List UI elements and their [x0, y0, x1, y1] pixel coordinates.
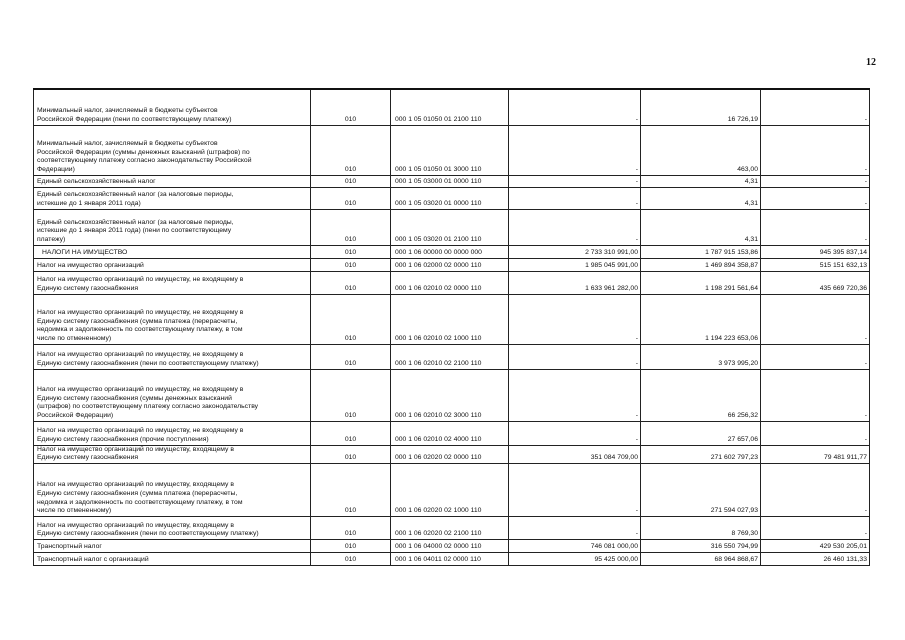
row-plan: 95 425 000,00	[509, 552, 641, 565]
row-executed: 68 964 868,67	[641, 552, 761, 565]
row-name	[34, 421, 311, 445]
row-name	[34, 463, 311, 516]
row-name-line: Налог на имущество организаций по имуществу, входящему в	[37, 481, 234, 489]
row-name-line: Налог на имущество организаций по имуществу, не входящему в	[37, 427, 244, 435]
row-plan: -	[509, 175, 641, 187]
row-code: 010	[311, 258, 391, 271]
row-kbk: 000 1 05 01050 01 3000 110	[391, 125, 509, 175]
row-name-line: (штрафов) по соответствующему платежу согласно законодательству	[37, 403, 259, 411]
table-row	[34, 258, 870, 271]
row-plan: 1 633 961 282,00	[509, 271, 641, 294]
row-name	[34, 539, 311, 552]
row-kbk: 000 1 05 03020 01 0000 110	[391, 187, 509, 209]
row-plan: -	[509, 125, 641, 175]
row-name-line: Единую систему газоснабжения	[37, 284, 139, 292]
row-name	[34, 445, 311, 463]
row-unexecuted: 435 669 720,36	[761, 271, 870, 294]
row-name	[34, 245, 311, 258]
row-kbk: 000 1 06 02010 02 1000 110	[391, 294, 509, 344]
row-executed: 3 973 995,20	[641, 344, 761, 369]
row-plan: 351 084 709,00	[509, 445, 641, 463]
row-code: 010	[311, 516, 391, 539]
row-executed: 4,31	[641, 209, 761, 245]
row-kbk: 000 1 06 02000 02 0000 110	[391, 258, 509, 271]
row-unexecuted: 945 395 837,14	[761, 245, 870, 258]
row-plan: 746 081 000,00	[509, 539, 641, 552]
row-unexecuted: -	[761, 187, 870, 209]
row-kbk: 000 1 05 03020 01 2100 110	[391, 209, 509, 245]
row-name-line: Единую систему газоснабжения (суммы денежных взысканий	[37, 394, 232, 402]
row-code: 010	[311, 552, 391, 565]
row-executed: 463,00	[641, 125, 761, 175]
row-name-line: Налог на имущество организаций по имуществу, входящему в	[37, 521, 234, 529]
row-name	[34, 369, 311, 421]
table-row	[34, 445, 870, 463]
row-plan: 2 733 310 991,00	[509, 245, 641, 258]
table-row	[34, 294, 870, 344]
table-row	[34, 125, 870, 175]
row-plan: -	[509, 516, 641, 539]
row-name-line: числе по отмененному)	[37, 334, 112, 342]
row-unexecuted: -	[761, 175, 870, 187]
row-kbk: 000 1 05 03000 01 0000 110	[391, 175, 509, 187]
row-name	[34, 125, 311, 175]
row-executed: 1 194 223 653,06	[641, 294, 761, 344]
row-kbk: 000 1 06 02020 02 0000 110	[391, 445, 509, 463]
row-name-line: Российской Федерации (суммы денежных взысканий (штрафов) по	[37, 148, 250, 156]
row-code: 010	[311, 344, 391, 369]
row-executed: 27 657,06	[641, 421, 761, 445]
row-unexecuted: -	[761, 344, 870, 369]
row-name-line: Единую систему газоснабжения (сумма платежа (перерасчеты,	[37, 489, 238, 497]
row-name	[34, 209, 311, 245]
row-code: 010	[311, 463, 391, 516]
row-code: 010	[311, 125, 391, 175]
row-kbk: 000 1 06 02020 02 2100 110	[391, 516, 509, 539]
table-row	[34, 463, 870, 516]
row-unexecuted: -	[761, 369, 870, 421]
row-name-line: платежу)	[37, 235, 66, 243]
row-name	[34, 516, 311, 539]
row-plan: -	[509, 89, 641, 125]
table-row	[34, 421, 870, 445]
row-code: 010	[311, 445, 391, 463]
row-code: 010	[311, 539, 391, 552]
row-name	[34, 344, 311, 369]
row-executed: 1 469 894 358,87	[641, 258, 761, 271]
row-name	[34, 89, 311, 125]
row-code: 010	[311, 187, 391, 209]
row-kbk: 000 1 06 00000 00 0000 000	[391, 245, 509, 258]
row-executed: 271 594 027,93	[641, 463, 761, 516]
row-name-line: Единую систему газоснабжения	[37, 454, 139, 462]
row-code: 010	[311, 175, 391, 187]
row-executed: 16 726,19	[641, 89, 761, 125]
row-name-line: Федерации)	[37, 165, 75, 173]
row-name-line: соответствующему платежу согласно законодательству Российской	[37, 157, 252, 165]
row-name-line: недоимка и задолженность по соответствующему платежу, в том	[37, 498, 243, 506]
row-name-line: Налог на имущество организаций по имуществу, не входящему в	[37, 351, 244, 359]
row-name-line: Транспортный налог с организаций	[37, 556, 149, 564]
row-executed: 8 769,30	[641, 516, 761, 539]
page-number: 12	[866, 57, 876, 68]
row-name	[34, 258, 311, 271]
row-name	[34, 187, 311, 209]
row-unexecuted: -	[761, 294, 870, 344]
table-row	[34, 89, 870, 125]
budget-report-table	[33, 88, 870, 566]
table-row	[34, 344, 870, 369]
row-code: 010	[311, 294, 391, 344]
row-name	[34, 552, 311, 565]
row-name	[34, 294, 311, 344]
table-row	[34, 516, 870, 539]
row-name-line: Единый сельскохозяйственный налог	[37, 177, 156, 185]
row-name-line: Единый сельскохозяйственный налог (за налоговые периоды,	[37, 191, 234, 199]
row-name	[34, 271, 311, 294]
row-unexecuted: 79 481 911,77	[761, 445, 870, 463]
row-code: 010	[311, 245, 391, 258]
row-name-line: истекшие до 1 января 2011 года)	[37, 199, 141, 207]
row-kbk: 000 1 06 04011 02 0000 110	[391, 552, 509, 565]
row-unexecuted: -	[761, 516, 870, 539]
table-row	[34, 245, 870, 258]
row-name	[34, 175, 311, 187]
row-name-line: Единый сельскохозяйственный налог (за налоговые периоды,	[37, 218, 234, 226]
row-plan: 1 985 045 991,00	[509, 258, 641, 271]
row-kbk: 000 1 06 02010 02 2100 110	[391, 344, 509, 369]
row-name-line: истекшие до 1 января 2011 года) (пени по соответствующему	[37, 227, 232, 235]
row-name-line: Российской Федерации (пени по соответствующему платежу)	[37, 115, 232, 123]
row-unexecuted: 26 460 131,33	[761, 552, 870, 565]
row-executed: 4,31	[641, 187, 761, 209]
row-code: 010	[311, 271, 391, 294]
row-name-line: Единую систему газоснабжения (пени по соответствующему платежу)	[37, 530, 259, 538]
row-name-line: Минимальный налог, зачисляемый в бюджеты субъектов	[37, 140, 218, 148]
row-name-line: Налог на имущество организаций по имуществу, не входящему в	[37, 309, 244, 317]
row-name-line: Единую систему газоснабжения (пени по соответствующему платежу)	[37, 359, 259, 367]
row-name-line: Единую систему газоснабжения (сумма платежа (перерасчеты,	[37, 317, 238, 325]
row-unexecuted: -	[761, 209, 870, 245]
row-code: 010	[311, 421, 391, 445]
row-executed: 4,31	[641, 175, 761, 187]
row-executed: 271 602 797,23	[641, 445, 761, 463]
row-name-line: Налог на имущество организаций	[37, 261, 144, 269]
row-unexecuted: -	[761, 89, 870, 125]
row-unexecuted: -	[761, 421, 870, 445]
row-kbk: 000 1 06 02010 02 3000 110	[391, 369, 509, 421]
row-plan: -	[509, 294, 641, 344]
row-unexecuted: -	[761, 125, 870, 175]
table-row	[34, 539, 870, 552]
row-name-line: Единую систему газоснабжения (прочие поступления)	[37, 435, 209, 443]
row-name-line: Минимальный налог, зачисляемый в бюджеты субъектов	[37, 107, 218, 115]
row-name-line: Российской Федерации)	[37, 411, 114, 419]
row-kbk: 000 1 06 04000 02 0000 110	[391, 539, 509, 552]
table-row	[34, 187, 870, 209]
row-name-line: НАЛОГИ НА ИМУЩЕСТВО	[42, 248, 128, 256]
row-kbk: 000 1 06 02020 02 1000 110	[391, 463, 509, 516]
table-row	[34, 175, 870, 187]
row-name-line: Налог на имущество организаций по имуществу, не входящему в	[37, 386, 244, 394]
table-row	[34, 552, 870, 565]
row-plan: -	[509, 369, 641, 421]
row-unexecuted: 515 151 632,13	[761, 258, 870, 271]
row-unexecuted: -	[761, 463, 870, 516]
row-executed: 66 256,32	[641, 369, 761, 421]
row-executed: 1 198 291 561,64	[641, 271, 761, 294]
row-code: 010	[311, 209, 391, 245]
row-name-line: Налог на имущество организаций по имуществу, не входящему в	[37, 276, 244, 284]
row-kbk: 000 1 06 02010 02 4000 110	[391, 421, 509, 445]
row-plan: -	[509, 421, 641, 445]
row-unexecuted: 429 530 205,01	[761, 539, 870, 552]
row-kbk: 000 1 05 01050 01 2100 110	[391, 89, 509, 125]
table-row	[34, 271, 870, 294]
table-row	[34, 369, 870, 421]
row-plan: -	[509, 463, 641, 516]
row-name-line: недоимка и задолженность по соответствующему платежу, в том	[37, 326, 243, 334]
row-name-line: Налог на имущество организаций по имуществу, входящему в	[37, 445, 234, 453]
row-code: 010	[311, 369, 391, 421]
row-code: 010	[311, 89, 391, 125]
table-row	[34, 209, 870, 245]
row-name-line: числе по отмененному)	[37, 507, 112, 515]
report-body	[34, 89, 870, 565]
row-executed: 1 787 915 153,86	[641, 245, 761, 258]
row-executed: 316 550 794,99	[641, 539, 761, 552]
row-name-line: Транспортный налог	[37, 543, 102, 551]
row-plan: -	[509, 187, 641, 209]
row-kbk: 000 1 06 02010 02 0000 110	[391, 271, 509, 294]
row-plan: -	[509, 344, 641, 369]
row-plan: -	[509, 209, 641, 245]
